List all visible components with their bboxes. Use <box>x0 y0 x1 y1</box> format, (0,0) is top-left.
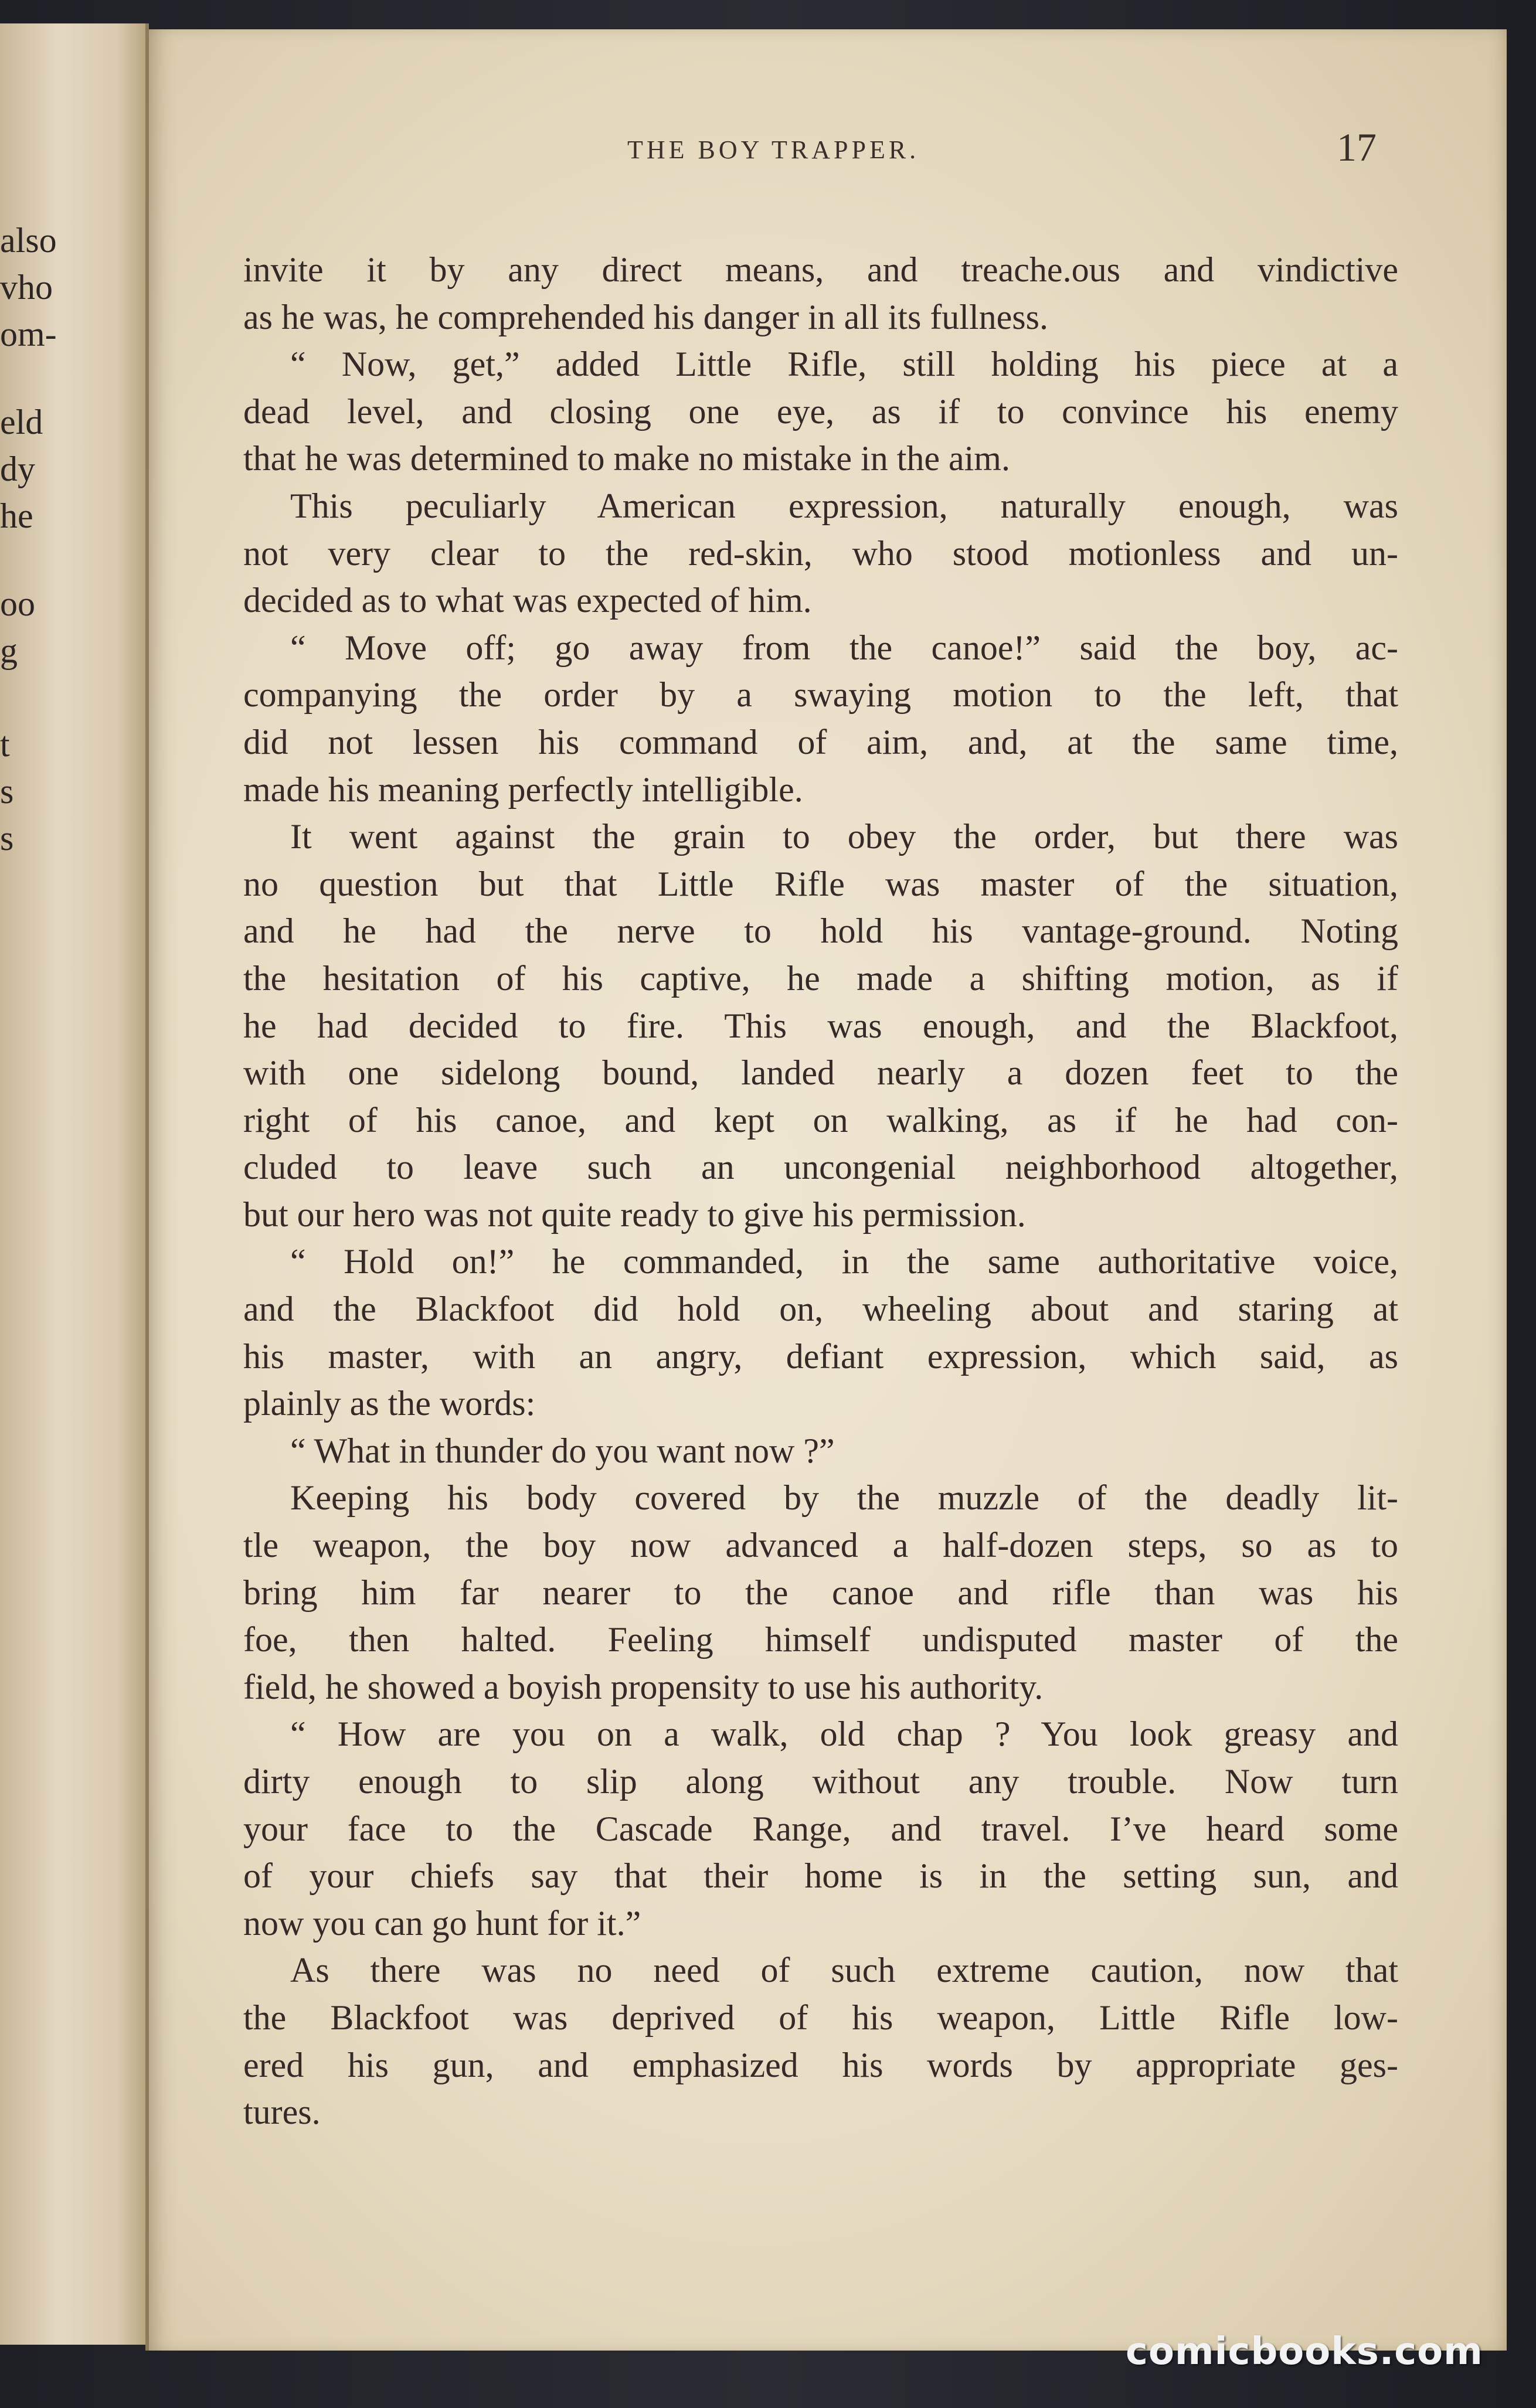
text-line: that he was determined to make no mistake in the aim. <box>243 439 1010 478</box>
previous-page-text-fragment: g <box>0 631 18 670</box>
previous-page-text-fragment: om- <box>0 315 57 353</box>
text-line: no question but that Little Rifle was master of the situation, <box>243 864 1398 903</box>
text-line: tle weapon, the boy now advanced a half-dozen steps, so as to <box>243 1526 1398 1565</box>
text-line: decided as to what was expected of him. <box>243 581 812 620</box>
site-watermark: comicbooks.com <box>1126 2330 1483 2373</box>
book-gutter <box>145 23 149 2351</box>
text-line: of your chiefs say that their home is in the setting sun, and <box>243 1856 1398 1896</box>
text-line: dead level, and closing one eye, as if to convince his enemy <box>243 392 1398 431</box>
text-line: “ How are you on a walk, old chap ? You look greasy and <box>290 1715 1398 1754</box>
previous-page-text-fragment: dy <box>0 450 35 488</box>
text-line: field, he showed a boyish propensity to use his authority. <box>243 1667 1044 1706</box>
text-line: as he was, he comprehended his danger in all its fullness. <box>243 297 1048 336</box>
text-line: “ Move off; go away from the canoe!” said the boy, ac- <box>290 628 1398 667</box>
text-line: “ Hold on!” he commanded, in the same authoritative voice, <box>290 1242 1398 1281</box>
text-line: cluded to leave such an uncongenial neighborhood altogether, <box>243 1148 1398 1187</box>
text-line: the Blackfoot was deprived of his weapon, Little Rifle low- <box>243 1998 1398 2037</box>
previous-page-text-fragment: t <box>0 725 10 764</box>
text-line: “ Now, get,” added Little Rifle, still holding his piece at a <box>290 345 1398 384</box>
text-line: companying the order by a swaying motion to the left, that <box>243 675 1398 715</box>
text-line: not very clear to the red-skin, who stood motionless and un- <box>243 533 1398 573</box>
previous-page-text-fragment: eld <box>0 403 43 441</box>
previous-page-text-fragment: oo <box>0 584 35 623</box>
text-line: and the Blackfoot did hold on, wheeling about and staring at <box>243 1290 1398 1329</box>
text-line: It went against the grain to obey the order, but there was <box>290 817 1398 856</box>
previous-page-text-fragment: s <box>0 819 14 858</box>
text-line: invite it by any direct means, and treache.ous and vindictive <box>243 250 1398 289</box>
text-line: dirty enough to slip along without any trouble. Now turn <box>243 1762 1398 1801</box>
text-line: his master, with an angry, defiant expression, which said, as <box>243 1336 1398 1376</box>
text-line: ered his gun, and emphasized his words by appropriate ges- <box>243 2045 1398 2084</box>
text-line: plainly as the words: <box>243 1384 536 1423</box>
text-line: but our hero was not quite ready to give his permission. <box>243 1195 1026 1234</box>
text-line: As there was no need of such extreme caution, now that <box>290 1951 1398 1990</box>
text-line: right of his canoe, and kept on walking, as if he had con- <box>243 1100 1398 1140</box>
previous-page-edge <box>0 23 147 2345</box>
previous-page-text-fragment: he <box>0 496 33 535</box>
text-line: made his meaning perfectly intelligible. <box>243 770 803 809</box>
text-line: with one sidelong bound, landed nearly a dozen feet to the <box>243 1053 1398 1093</box>
text-line: bring him far nearer to the canoe and rifle than was his <box>243 1573 1398 1612</box>
text-line: now you can go hunt for it.” <box>243 1903 641 1943</box>
previous-page-text-fragment: vho <box>0 268 53 307</box>
text-line: he had decided to fire. This was enough, and the Blackfoot, <box>243 1006 1398 1045</box>
text-line: the hesitation of his captive, he made a shifting motion, as if <box>243 958 1398 998</box>
book-page <box>147 29 1507 2351</box>
running-head: THE BOY TRAPPER. <box>627 135 920 164</box>
text-line: “ What in thunder do you want now ?” <box>290 1431 835 1470</box>
text-line: Keeping his body covered by the muzzle of the deadly lit- <box>290 1478 1398 1518</box>
text-line: did not lessen his command of aim, and, at the same time, <box>243 722 1398 761</box>
text-line: tures. <box>243 2093 321 2132</box>
text-line: your face to the Cascade Range, and travel. I’ve heard some <box>243 1809 1398 1848</box>
previous-page-text-fragment: also <box>0 221 57 260</box>
previous-page-text-fragment: s <box>0 772 14 811</box>
text-line: and he had the nerve to hold his vantage-ground. Noting <box>243 911 1398 951</box>
text-line: foe, then halted. Feeling himself undisputed master of the <box>243 1620 1398 1659</box>
page-number: 17 <box>1337 125 1377 169</box>
page-body-text <box>243 246 1398 2136</box>
text-line: This peculiarly American expression, naturally enough, was <box>290 486 1398 525</box>
